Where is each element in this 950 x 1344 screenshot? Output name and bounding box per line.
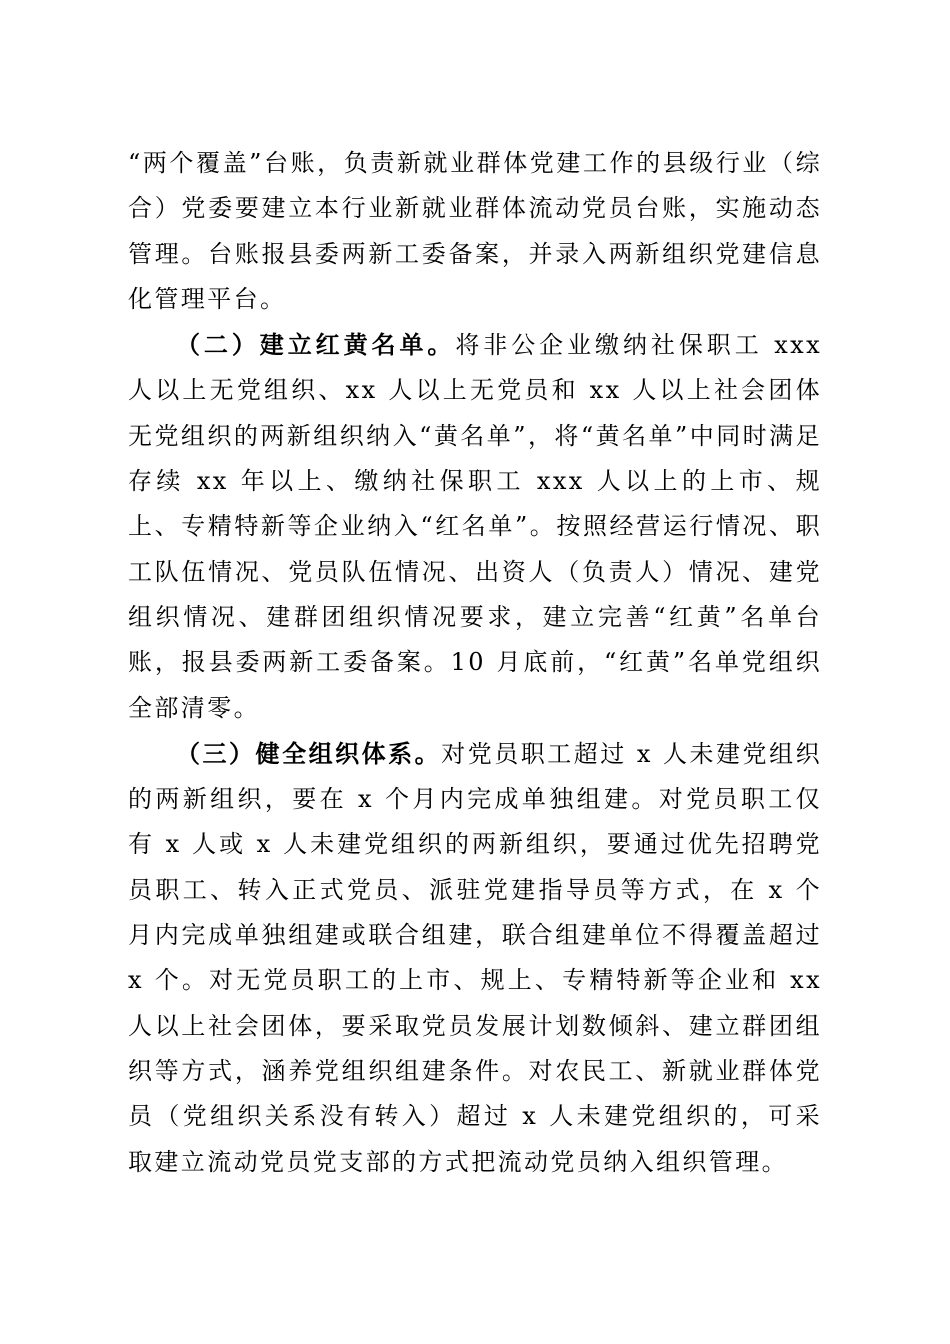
paragraph-text: “两个覆盖”台账，负责新就业群体党建工作的县级行业（综合）党委要建立本行业新就业群体流动党员台账，实施动态管理。台账报县委两新工委备案，并录入两新组织党建信息化管理平台。 <box>128 149 822 313</box>
paragraph-red-yellow-list <box>128 322 822 731</box>
paragraph-text: 对党员职工超过 x 人未建党组织的两新组织，要在 x 个月内完成单独组建。对党员职工仅有 x 人或 x 人未建党组织的两新组织，要通过优先招聘党员职工、转入正式党员、派驻党建指导员等方式，在 x 个月内完成单独组建或联合组建，联合组建单位不得覆盖超过 x 个。对无党员职工的上市、规上、专精特新等企业和 xx 人以上社会团体，要采取党员发展计划数倾斜、建立群团组织等方式，涵养党组织组建条件。对农民工、新就业群体党员（党组织关系没有转入）超过 x 人未建党组织的，可采取建立流动党员党支部的方式把流动党员纳入组织管理。 <box>128 739 822 1176</box>
paragraph-organization-system <box>128 731 822 1185</box>
paragraph-text: 将非公企业缴纳社保职工 xxx 人以上无党组织、xx 人以上无党员和 xx 人以上社会团体无党组织的两新组织纳入“黄名单”，将“黄名单”中同时满足存续 xx 年以上、缴纳社保职工 xxx 人以上的上市、规上、专精特新等企业纳入“红名单”。按照经营运行情况、职工队伍情况、党员队伍情况、出资人（负责人）情况、建党组织情况、建群团组织情况要求，建立完善“红黄”名单台账，报县委两新工委备案。10 月底前，“红黄”名单党组织全部清零。 <box>128 331 823 722</box>
section-heading: （二）建立红黄名单。 <box>176 330 456 360</box>
section-heading: （三）健全组织体系。 <box>176 738 442 768</box>
document-body <box>128 141 822 1185</box>
paragraph-continuation <box>128 141 822 322</box>
